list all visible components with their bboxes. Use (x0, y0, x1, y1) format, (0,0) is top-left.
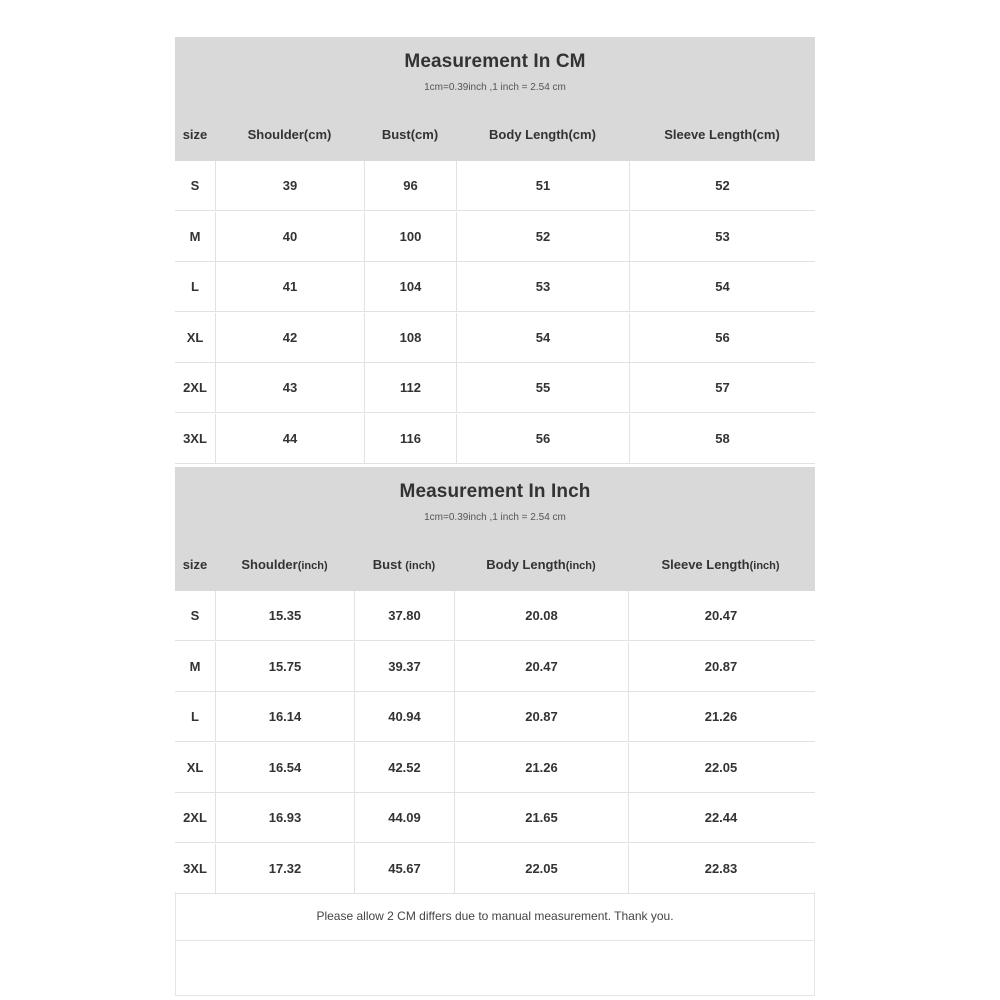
cm-value-cell: 52 (629, 161, 815, 210)
inch-value-cell: 21.26 (454, 743, 628, 792)
cm-table-title: Measurement In CM (404, 51, 586, 72)
cm-column-headers (175, 113, 815, 157)
inch-row (175, 591, 815, 641)
inch-row (175, 743, 815, 793)
cm-size-cell: 2XL (183, 380, 207, 395)
cm-row (175, 262, 815, 312)
cm-header-shoulder: Shoulder(cm) (247, 127, 332, 142)
inch-size-cell: XL (186, 759, 204, 775)
cm-size-cell: M (189, 228, 201, 244)
cm-value-cell: 54 (629, 262, 815, 311)
inch-value-cell: 20.87 (454, 692, 628, 741)
inch-value-cell: 20.47 (454, 642, 628, 691)
cm-value-cell: 54 (456, 313, 629, 362)
inch-value-cell: 16.54 (215, 743, 354, 792)
cm-value-cell: 96 (364, 161, 456, 210)
inch-table-subtitle: 1cm=0.39inch ,1 inch = 2.54 cm (424, 512, 566, 523)
cm-value-cell: 108 (364, 313, 456, 362)
inch-row (175, 793, 815, 843)
size-chart (175, 37, 815, 995)
inch-value-cell: 16.14 (215, 692, 354, 741)
inch-value-cell: 44.09 (354, 793, 454, 842)
cm-header-sleeve-length: Sleeve Length(cm) (664, 127, 780, 142)
cm-table-subtitle: 1cm=0.39inch ,1 inch = 2.54 cm (424, 82, 566, 93)
cm-size-cell: 3XL (183, 430, 207, 446)
cm-value-cell: 112 (364, 363, 456, 412)
inch-value-cell: 20.08 (454, 591, 628, 640)
cm-row (175, 363, 815, 413)
cm-table (175, 37, 815, 465)
inch-value-cell: 17.32 (215, 844, 354, 893)
inch-value-cell: 22.83 (628, 844, 813, 893)
cm-value-cell: 44 (215, 414, 364, 463)
inch-table-header (175, 467, 815, 591)
inch-value-cell: 39.37 (354, 642, 454, 691)
inch-value-cell: 42.52 (354, 743, 454, 792)
cm-value-cell: 56 (456, 414, 629, 463)
inch-value-cell: 15.75 (215, 642, 354, 691)
cm-value-cell: 39 (215, 161, 364, 210)
cm-table-header (175, 37, 815, 161)
inch-header-size: size (182, 557, 208, 572)
inch-value-cell: 22.44 (628, 793, 813, 842)
cm-value-cell: 42 (215, 313, 364, 362)
inch-table-title: Measurement In Inch (399, 481, 591, 502)
inch-size-cell: M (189, 658, 201, 674)
cm-size-cell: S (190, 178, 200, 193)
inch-size-cell: L (191, 709, 199, 724)
inch-value-cell: 22.05 (454, 844, 628, 893)
inch-header-sleeve-length: Sleeve Length(inch) (661, 557, 780, 572)
cm-value-cell: 116 (364, 414, 456, 463)
inch-size-cell: S (190, 608, 200, 623)
cm-header-size: size (182, 127, 208, 142)
cm-row (175, 313, 815, 363)
inch-header-bust: Bust (inch) (372, 557, 436, 572)
cm-value-cell: 55 (456, 363, 629, 412)
cm-value-cell: 56 (629, 313, 815, 362)
inch-row (175, 844, 815, 894)
cm-row (175, 212, 815, 262)
inch-size-cell: 3XL (183, 860, 207, 876)
cm-value-cell: 104 (364, 262, 456, 311)
measurement-note: Please allow 2 CM differs due to manual measurement. Thank you. (175, 892, 815, 941)
cm-value-cell: 100 (364, 212, 456, 261)
inch-value-cell: 16.93 (215, 793, 354, 842)
inch-row (175, 692, 815, 742)
inch-value-cell: 21.26 (628, 692, 813, 741)
inch-row (175, 642, 815, 692)
cm-row (175, 161, 815, 211)
inch-header-body-length: Body Length(inch) (486, 557, 596, 572)
cm-value-cell: 57 (629, 363, 815, 412)
cm-value-cell: 51 (456, 161, 629, 210)
cm-size-cell: L (191, 279, 199, 294)
cm-header-body-length: Body Length(cm) (489, 127, 596, 142)
cm-value-cell: 41 (215, 262, 364, 311)
cm-value-cell: 58 (629, 414, 815, 463)
inch-header-shoulder: Shoulder(inch) (241, 557, 328, 572)
inch-value-cell: 40.94 (354, 692, 454, 741)
cm-header-bust: Bust(cm) (381, 127, 439, 142)
cm-value-cell: 53 (456, 262, 629, 311)
cm-value-cell: 52 (456, 212, 629, 261)
cm-value-cell: 43 (215, 363, 364, 412)
inch-value-cell: 15.35 (215, 591, 354, 640)
cm-size-cell: XL (186, 329, 204, 345)
inch-size-cell: 2XL (183, 810, 207, 825)
cm-value-cell: 40 (215, 212, 364, 261)
inch-value-cell: 37.80 (354, 591, 454, 640)
inch-value-cell: 22.05 (628, 743, 813, 792)
inch-column-headers (175, 543, 815, 587)
inch-value-cell: 21.65 (454, 793, 628, 842)
blank-row (175, 941, 815, 996)
inch-value-cell: 20.47 (628, 591, 813, 640)
inch-value-cell: 45.67 (354, 844, 454, 893)
inch-value-cell: 20.87 (628, 642, 813, 691)
cm-row (175, 414, 815, 464)
cm-value-cell: 53 (629, 212, 815, 261)
inch-table (175, 467, 815, 892)
